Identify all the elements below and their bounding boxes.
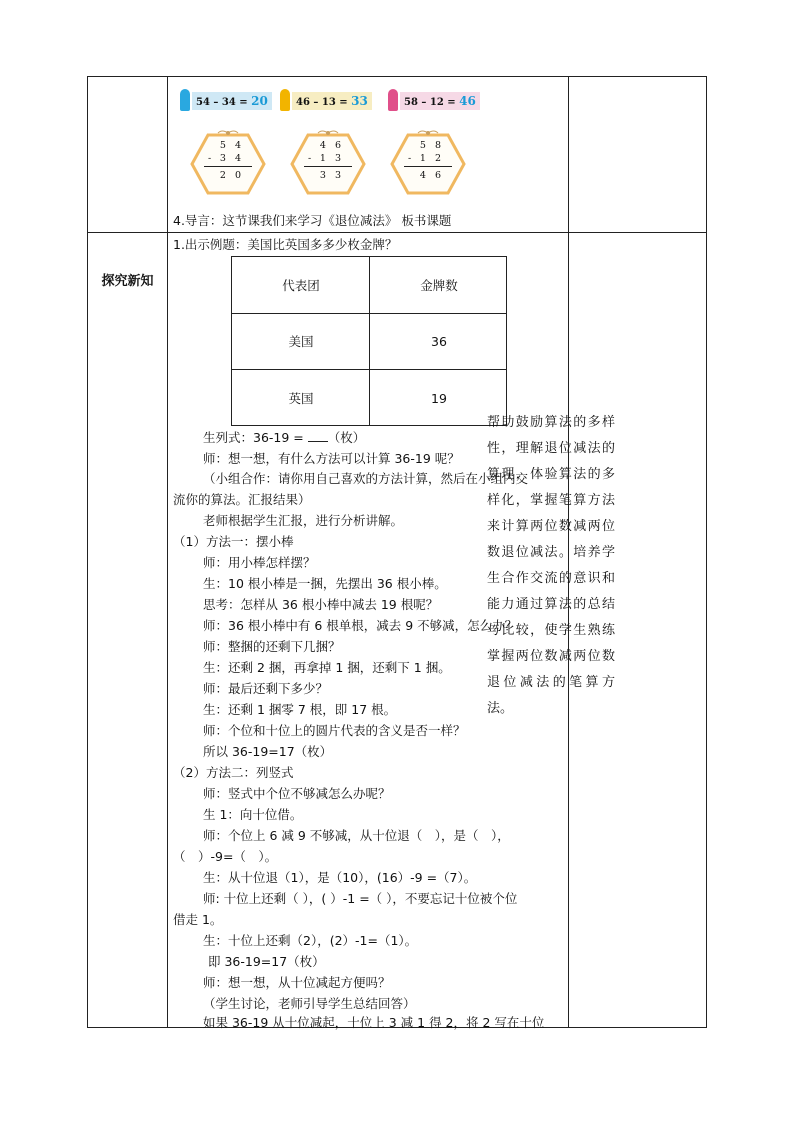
equation-row (170, 85, 570, 113)
table-cell: 36 (431, 333, 447, 349)
table-header: 金牌数 (420, 278, 458, 293)
text-line: （ ）-9=（ ）。 (173, 849, 278, 864)
table-cell: 英国 (288, 391, 314, 406)
text-line: 师: 十位上还剩（ ），( ）-1 =（ ），不要忘记十位被个位 (203, 891, 518, 906)
equation-label: 58 – 12 = 46 (400, 92, 480, 110)
text-line: 生：还剩 2 捆，再拿掉 1 捆，还剩下 1 捆。 (203, 660, 451, 675)
equation-label: 54 – 34 = 20 (192, 92, 272, 110)
vertical-calc: 4 6 - 1 3 3 3 (304, 139, 352, 182)
text-line: 老师根据学生汇报，进行分析讲解。 (203, 513, 404, 528)
text-line: 师：个位上 6 减 9 不够减，从十位退（ ），是（ ）， (203, 828, 510, 843)
pencil-icon (388, 89, 398, 111)
text-line: 流你的算法。汇报结果） (173, 492, 311, 507)
intro-line: 4.导言：这节课我们来学习《退位减法》 板书课题 (173, 213, 452, 228)
text-line: （小组合作：请你用自己喜欢的方法计算，然后在小组内交 (203, 471, 529, 486)
text-line: 如果 36-19 从十位减起，十位上 3 减 1 得 2，将 2 写在十位 (203, 1015, 545, 1030)
text-line: 借走 1。 (173, 912, 223, 927)
text-line: 生 1：向十位借。 (203, 807, 303, 822)
row-divider (88, 232, 706, 233)
pencil-icon (180, 89, 190, 111)
text-line: 生：从十位退（1），是（10），(16）-9 =（7）。 (203, 870, 477, 885)
vertical-calc: 5 4 - 3 4 2 0 (204, 139, 252, 182)
text-line: （1）方法一：摆小棒 (173, 534, 294, 549)
text-line: 即 36-19=17（枚） (208, 954, 325, 969)
text-line: 师：想一想，有什么方法可以计算 36-19 呢？ (203, 451, 460, 466)
design-intent-note: 帮助鼓励算法的多样性，理解退位减法的算理，体验算法的多样化，掌握笔算方法来计算两位数减两位数退位减法。培养学生合作交流的意识和能力通过算法的总结与比较，使学生熟练掌握两位数减两位数退位减法的笔算方法。 (487, 415, 615, 716)
text-line: 生：十位上还剩（2），(2）-1=（1）。 (203, 933, 418, 948)
example-title: 1.出示例题：美国比英国多多少枚金牌？ (173, 237, 398, 252)
text-line: 思考：怎样从 36 根小棒中减去 19 根呢？ (203, 597, 439, 612)
text-line: 生：10 根小棒是一捆，先摆出 36 根小棒。 (203, 576, 447, 591)
hexagon-calc (188, 129, 268, 199)
hexagon-calc (388, 129, 468, 199)
section-label: 探究新知 (101, 274, 154, 289)
text-line: 师：想一想，从十位减起方便吗？ (203, 975, 391, 990)
text-line: 生列式：36-19 = （枚） (203, 430, 366, 445)
vertical-calc: 5 8 - 1 2 4 6 (404, 139, 452, 182)
medal-table (231, 256, 507, 426)
text-line: 师：整捆的还剩下几捆？ (203, 639, 341, 654)
equation-label: 46 – 13 = 33 (292, 92, 372, 110)
answer-blank (308, 430, 328, 442)
pencil-icon (280, 89, 290, 111)
table-cell: 19 (431, 390, 447, 406)
text-line: （2）方法二：列竖式 (173, 765, 294, 780)
text-line: 师：竖式中个位不够减怎么办呢？ (203, 786, 391, 801)
text-line: （学生讨论，老师引导学生总结回答） (203, 996, 416, 1011)
text-line: 所以 36-19=17（枚） (203, 744, 333, 759)
text-line: 生：还剩 1 捆零 7 根，即 17 根。 (203, 702, 397, 717)
table-cell: 美国 (288, 334, 314, 349)
table-header: 代表团 (282, 278, 320, 293)
text-line: 师：36 根小棒中有 6 根单根，减去 9 不够减，怎么办？ (203, 618, 518, 633)
text-line: 师：用小棒怎样摆？ (203, 555, 316, 570)
text-line: 师：最后还剩下多少？ (203, 681, 329, 696)
column-divider (167, 77, 168, 1027)
hexagon-calc (288, 129, 368, 199)
text-line: 师：个位和十位上的圆片代表的含义是否一样？ (203, 723, 466, 738)
